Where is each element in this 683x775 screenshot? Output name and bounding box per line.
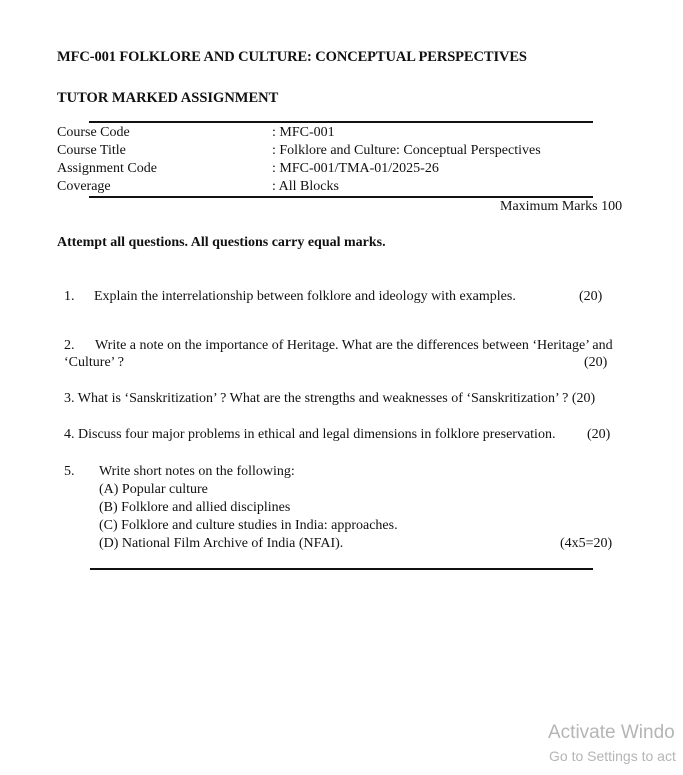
question-4-text: 4. Discuss four major problems in ethical and legal dimensions in folklore preservation. [64,427,556,442]
coverage-label: Coverage [57,179,111,194]
course-title-label: Course Title [57,143,126,158]
assignment-subtitle: TUTOR MARKED ASSIGNMENT [57,90,279,106]
question-5-number: 5. [64,464,75,479]
maximum-marks: Maximum Marks 100 [500,199,623,214]
document-title: MFC-001 FOLKLORE AND CULTURE: CONCEPTUAL PERSPECTIVES [57,49,527,65]
end-rule [90,568,593,570]
question-5-item-a: (A) Popular culture [99,482,208,497]
course-code-label: Course Code [57,125,130,140]
question-2-number: 2. [64,338,75,353]
question-5-item-d: (D) National Film Archive of India (NFAI). [99,536,344,551]
question-1-text: Explain the interrelationship between folklore and ideology with examples. [94,289,516,304]
question-2-text-line2: ‘Culture’ ? [64,355,124,370]
activate-windows-settings-hint: Go to Settings to act [549,748,676,764]
activate-windows-watermark: Activate Windo [548,722,675,743]
coverage-value: : All Blocks [272,179,339,194]
question-1-number: 1. [64,289,75,304]
question-2-text-line1: Write a note on the importance of Heritage. What are the differences between ‘Heritage’ and [95,338,613,353]
question-4-marks: (20) [587,427,611,442]
question-5-marks: (4x5=20) [560,536,613,551]
question-3-text: 3. What is ‘Sanskritization’ ? What are the strengths and weaknesses of ‘Sanskritization’ ? (20) [64,391,596,406]
instructions: Attempt all questions. All questions carry equal marks. [57,235,386,250]
question-5-item-b: (B) Folklore and allied disciplines [99,500,291,515]
assignment-code-label: Assignment Code [57,161,157,176]
info-table-bottom-rule [89,196,593,198]
question-5-text: Write short notes on the following: [99,464,295,479]
info-table-top-rule [89,121,593,123]
question-2-marks: (20) [584,355,608,370]
question-1-marks: (20) [579,289,603,304]
course-title-value: : Folklore and Culture: Conceptual Perspectives [272,143,541,158]
assignment-code-value: : MFC-001/TMA-01/2025-26 [272,161,439,176]
question-5-item-c: (C) Folklore and culture studies in India: approaches. [99,518,398,533]
course-code-value: : MFC-001 [272,125,335,140]
